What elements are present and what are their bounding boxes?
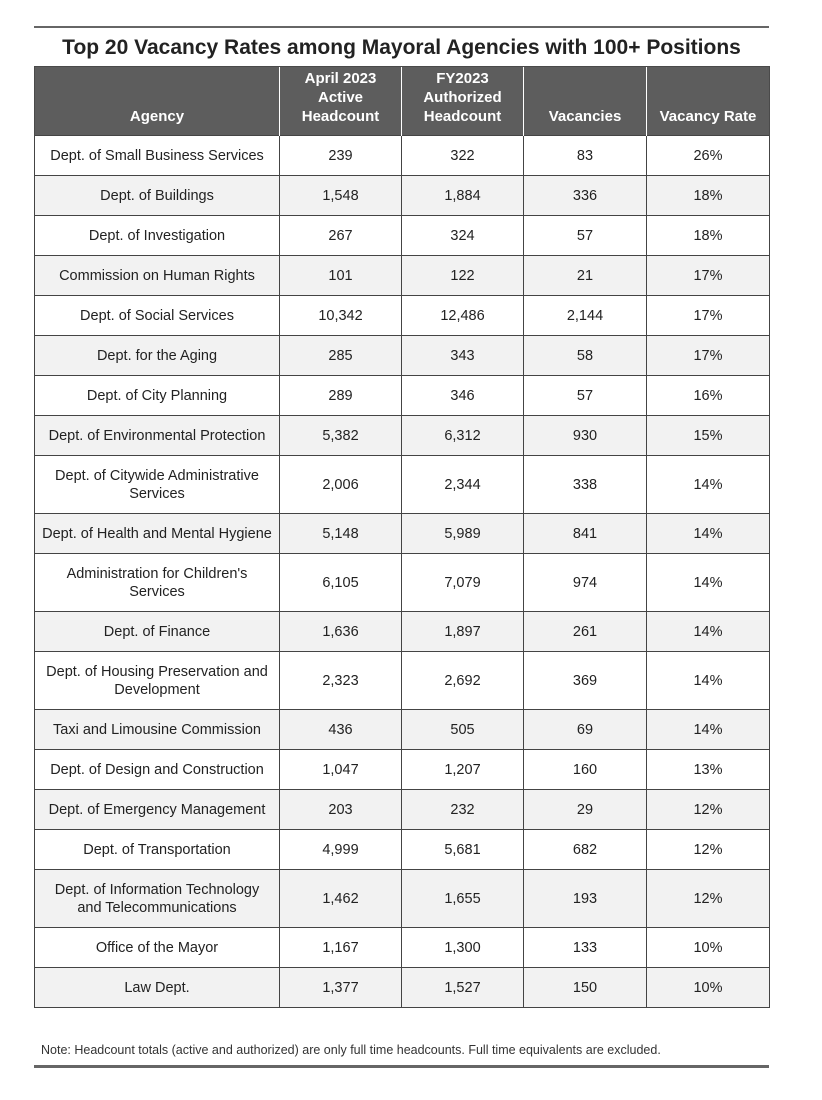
vacancy-rate-cell: 13% (647, 750, 770, 790)
agency-cell: Dept. of Citywide Administrative Services (35, 456, 280, 514)
vacancy-rate-cell: 26% (647, 136, 770, 176)
agency-cell: Dept. of Design and Construction (35, 750, 280, 790)
vacancies-cell: 974 (524, 554, 647, 612)
agency-cell: Dept. of Health and Mental Hygiene (35, 514, 280, 554)
table-row (35, 790, 770, 830)
vacancy-rate-cell: 14% (647, 652, 770, 710)
active-headcount-cell: 2,006 (280, 456, 402, 514)
table-row (35, 416, 770, 456)
bottom-rule (34, 1065, 769, 1068)
agency-cell: Dept. of Housing Preservation and Development (35, 652, 280, 710)
agency-cell: Dept. of Transportation (35, 830, 280, 870)
vacancies-cell: 261 (524, 612, 647, 652)
authorized-headcount-cell: 122 (402, 256, 524, 296)
active-headcount-cell: 1,377 (280, 968, 402, 1008)
active-headcount-cell: 1,167 (280, 928, 402, 968)
authorized-headcount-cell: 5,681 (402, 830, 524, 870)
table-row (35, 870, 770, 928)
agency-cell: Dept. of Environmental Protection (35, 416, 280, 456)
active-headcount-cell: 101 (280, 256, 402, 296)
authorized-headcount-cell: 1,527 (402, 968, 524, 1008)
vacancies-cell: 2,144 (524, 296, 647, 336)
table-row (35, 176, 770, 216)
vacancy-rate-cell: 14% (647, 612, 770, 652)
table-row (35, 376, 770, 416)
agency-cell: Dept. of Emergency Management (35, 790, 280, 830)
vacancies-cell: 338 (524, 456, 647, 514)
authorized-headcount-cell: 7,079 (402, 554, 524, 612)
agency-cell: Dept. of Small Business Services (35, 136, 280, 176)
authorized-headcount-cell: 5,989 (402, 514, 524, 554)
authorized-headcount-cell: 232 (402, 790, 524, 830)
active-headcount-cell: 5,148 (280, 514, 402, 554)
table-row (35, 216, 770, 256)
vacancy-rate-cell: 18% (647, 216, 770, 256)
vacancy-rate-cell: 14% (647, 514, 770, 554)
authorized-headcount-cell: 324 (402, 216, 524, 256)
footnote: Note: Headcount totals (active and authorized) are only full time headcounts. Full time equivalents are excluded. (41, 1043, 661, 1057)
agency-cell: Dept. of Social Services (35, 296, 280, 336)
vacancy-rate-cell: 14% (647, 554, 770, 612)
column-header-vacancies: Vacancies (524, 67, 647, 136)
vacancies-cell: 83 (524, 136, 647, 176)
agency-cell: Law Dept. (35, 968, 280, 1008)
agency-cell: Dept. of Buildings (35, 176, 280, 216)
vacancies-cell: 69 (524, 710, 647, 750)
active-headcount-cell: 267 (280, 216, 402, 256)
active-headcount-cell: 6,105 (280, 554, 402, 612)
table-row (35, 554, 770, 612)
top-rule (34, 26, 769, 28)
vacancy-rate-cell: 17% (647, 256, 770, 296)
authorized-headcount-cell: 1,300 (402, 928, 524, 968)
active-headcount-cell: 1,636 (280, 612, 402, 652)
vacancy-rate-cell: 15% (647, 416, 770, 456)
vacancies-cell: 682 (524, 830, 647, 870)
table-row (35, 750, 770, 790)
vacancy-rate-cell: 18% (647, 176, 770, 216)
agency-cell: Office of the Mayor (35, 928, 280, 968)
column-header-vacancy-rate: Vacancy Rate (647, 67, 770, 136)
vacancies-cell: 841 (524, 514, 647, 554)
table-row (35, 136, 770, 176)
authorized-headcount-cell: 6,312 (402, 416, 524, 456)
vacancy-rate-cell: 10% (647, 928, 770, 968)
table-row (35, 830, 770, 870)
column-header-authorized-headcount: FY2023 Authorized Headcount (402, 67, 524, 136)
active-headcount-cell: 239 (280, 136, 402, 176)
table-row (35, 256, 770, 296)
vacancy-rate-cell: 12% (647, 870, 770, 928)
active-headcount-cell: 1,047 (280, 750, 402, 790)
authorized-headcount-cell: 1,655 (402, 870, 524, 928)
authorized-headcount-cell: 346 (402, 376, 524, 416)
vacancies-cell: 29 (524, 790, 647, 830)
agency-cell: Administration for Children's Services (35, 554, 280, 612)
active-headcount-cell: 203 (280, 790, 402, 830)
agency-cell: Dept. of Finance (35, 612, 280, 652)
authorized-headcount-cell: 1,207 (402, 750, 524, 790)
active-headcount-cell: 1,548 (280, 176, 402, 216)
authorized-headcount-cell: 2,692 (402, 652, 524, 710)
vacancy-rate-cell: 12% (647, 830, 770, 870)
vacancies-cell: 193 (524, 870, 647, 928)
vacancy-rate-cell: 17% (647, 296, 770, 336)
authorized-headcount-cell: 322 (402, 136, 524, 176)
vacancies-cell: 21 (524, 256, 647, 296)
agency-cell: Dept. of City Planning (35, 376, 280, 416)
table-row (35, 456, 770, 514)
table-row (35, 652, 770, 710)
table-row (35, 336, 770, 376)
active-headcount-cell: 289 (280, 376, 402, 416)
vacancy-rate-cell: 10% (647, 968, 770, 1008)
agency-cell: Taxi and Limousine Commission (35, 710, 280, 750)
agency-cell: Dept. of Information Technology and Telecommunications (35, 870, 280, 928)
column-header-agency: Agency (35, 67, 280, 136)
active-headcount-cell: 5,382 (280, 416, 402, 456)
agency-cell: Dept. for the Aging (35, 336, 280, 376)
vacancies-cell: 58 (524, 336, 647, 376)
active-headcount-cell: 1,462 (280, 870, 402, 928)
table-row (35, 612, 770, 652)
vacancies-cell: 336 (524, 176, 647, 216)
table-body (35, 136, 770, 1008)
vacancy-rate-cell: 14% (647, 710, 770, 750)
table-row (35, 296, 770, 336)
agency-cell: Commission on Human Rights (35, 256, 280, 296)
vacancies-cell: 57 (524, 216, 647, 256)
authorized-headcount-cell: 343 (402, 336, 524, 376)
vacancies-cell: 160 (524, 750, 647, 790)
active-headcount-cell: 2,323 (280, 652, 402, 710)
vacancy-rate-cell: 12% (647, 790, 770, 830)
column-header-active-headcount: April 2023 Active Headcount (280, 67, 402, 136)
active-headcount-cell: 4,999 (280, 830, 402, 870)
vacancy-rate-cell: 17% (647, 336, 770, 376)
table-row (35, 710, 770, 750)
table-row (35, 968, 770, 1008)
authorized-headcount-cell: 2,344 (402, 456, 524, 514)
table-row (35, 928, 770, 968)
vacancies-cell: 133 (524, 928, 647, 968)
vacancy-rate-cell: 16% (647, 376, 770, 416)
table-title: Top 20 Vacancy Rates among Mayoral Agencies with 100+ Positions (62, 36, 741, 59)
authorized-headcount-cell: 1,884 (402, 176, 524, 216)
authorized-headcount-cell: 12,486 (402, 296, 524, 336)
vacancies-cell: 930 (524, 416, 647, 456)
active-headcount-cell: 436 (280, 710, 402, 750)
vacancies-cell: 369 (524, 652, 647, 710)
vacancies-cell: 150 (524, 968, 647, 1008)
vacancy-rate-cell: 14% (647, 456, 770, 514)
authorized-headcount-cell: 1,897 (402, 612, 524, 652)
table-row (35, 514, 770, 554)
vacancy-table (34, 66, 770, 1008)
header-row (35, 67, 770, 136)
vacancies-cell: 57 (524, 376, 647, 416)
active-headcount-cell: 10,342 (280, 296, 402, 336)
authorized-headcount-cell: 505 (402, 710, 524, 750)
agency-cell: Dept. of Investigation (35, 216, 280, 256)
active-headcount-cell: 285 (280, 336, 402, 376)
